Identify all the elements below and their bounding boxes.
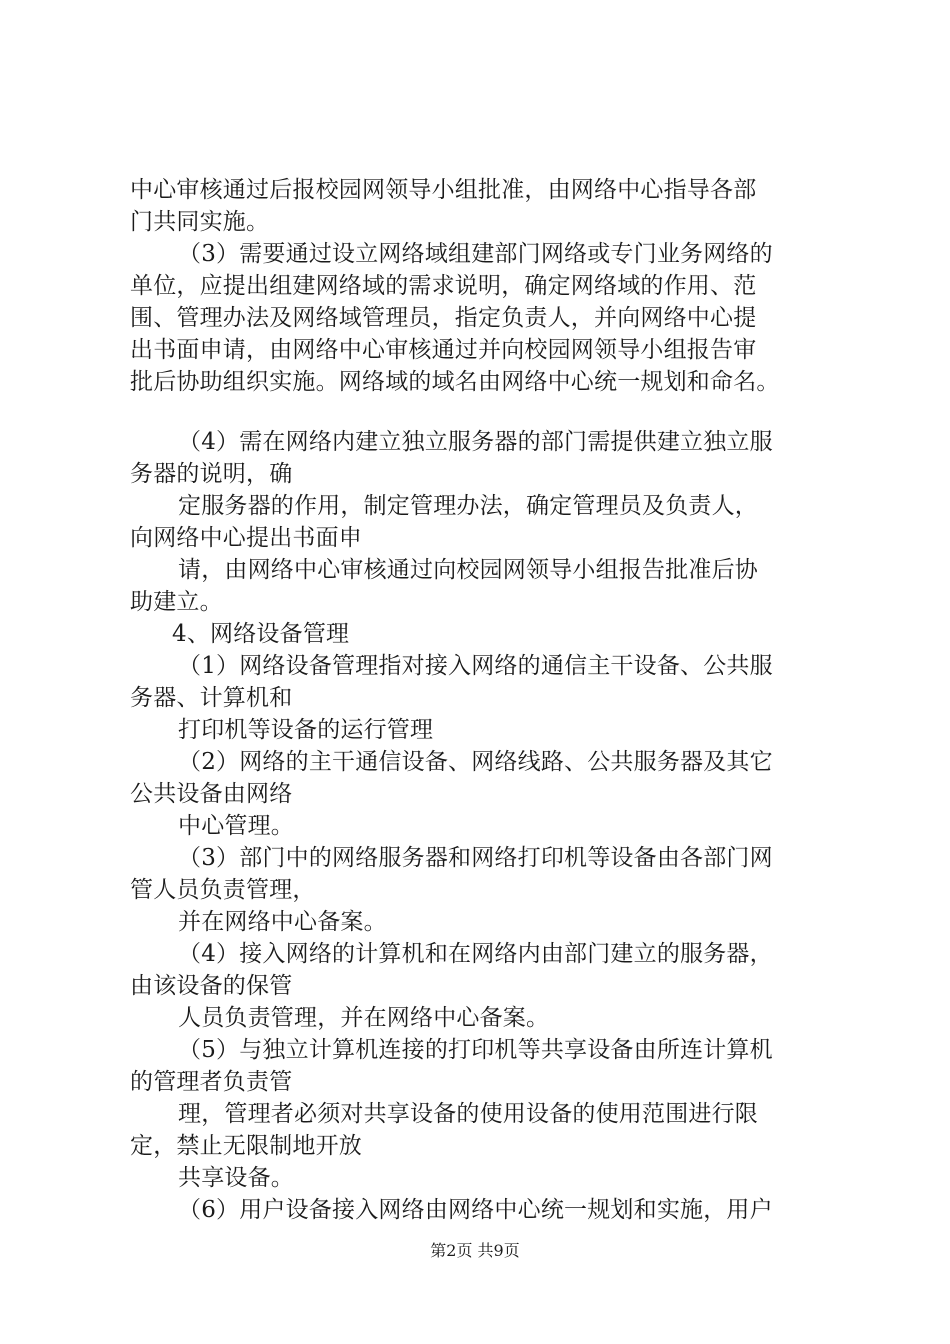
- text-line: 的管理者负责管: [130, 1069, 293, 1095]
- text-line: （2）网络的主干通信设备、网络线路、公共服务器及其它: [178, 749, 773, 775]
- text-line: （3）部门中的网络服务器和网络打印机等设备由各部门网: [178, 845, 773, 871]
- text-line: （5）与独立计算机连接的打印机等共享设备由所连计算机: [178, 1037, 773, 1063]
- text-line: 公共设备由网络: [130, 781, 293, 807]
- text-line: 围、管理办法及网络域管理员，指定负责人，并向网络中心提: [130, 305, 757, 331]
- text-line: 请，由网络中心审核通过向校园网领导小组报告批准后协: [178, 557, 758, 583]
- text-line: 中心审核通过后报校园网领导小组批准，由网络中心指导各部: [130, 177, 757, 203]
- text-line: 务器的说明，确: [130, 461, 293, 487]
- text-line: （4）接入网络的计算机和在网络内由部门建立的服务器，: [178, 941, 773, 967]
- text-line: 理，管理者必须对共享设备的使用设备的使用范围进行限: [178, 1101, 758, 1127]
- page-number: 第2页 共9页: [430, 1241, 520, 1260]
- text-line: 务器、计算机和: [130, 685, 293, 711]
- text-line: 人员负责管理，并在网络中心备案。: [178, 1005, 550, 1031]
- text-line: （1）网络设备管理指对接入网络的通信主干设备、公共服: [178, 653, 773, 679]
- text-line: 向网络中心提出书面申: [130, 525, 362, 551]
- text-line: （6）用户设备接入网络由网络中心统一规划和实施，用户: [178, 1197, 773, 1223]
- text-line: 管人员负责管理，: [130, 877, 316, 903]
- body-text: [130, 174, 830, 1226]
- text-line: 门共同实施。: [130, 209, 270, 235]
- text-line: 中心管理。: [178, 813, 294, 839]
- text-line: 助建立。: [130, 589, 223, 615]
- text-line: 并在网络中心备案。: [178, 909, 387, 935]
- text-line: 共享设备。: [178, 1165, 294, 1191]
- paragraph-gap: [130, 398, 830, 426]
- text-line: 定服务器的作用，制定管理办法，确定管理员及负责人，: [178, 493, 758, 519]
- text-line: 由该设备的保管: [130, 973, 293, 999]
- text-line: 定，禁止无限制地开放: [130, 1133, 362, 1159]
- text-line: 出书面申请，由网络中心审核通过并向校园网领导小组报告审: [130, 337, 757, 363]
- text-line: （3）需要通过设立网络域组建部门网络或专门业务网络的: [178, 241, 773, 267]
- section-heading: 4、网络设备管理: [172, 621, 350, 647]
- text-line: （4）需在网络内建立独立服务器的部门需提供建立独立服: [178, 429, 773, 455]
- text-line: 批后协助组织实施。网络域的域名由网络中心统一规划和命名。: [130, 369, 780, 395]
- text-line: 单位，应提出组建网络域的需求说明，确定网络域的作用、范: [130, 273, 757, 299]
- text-line: 打印机等设备的运行管理: [178, 717, 434, 743]
